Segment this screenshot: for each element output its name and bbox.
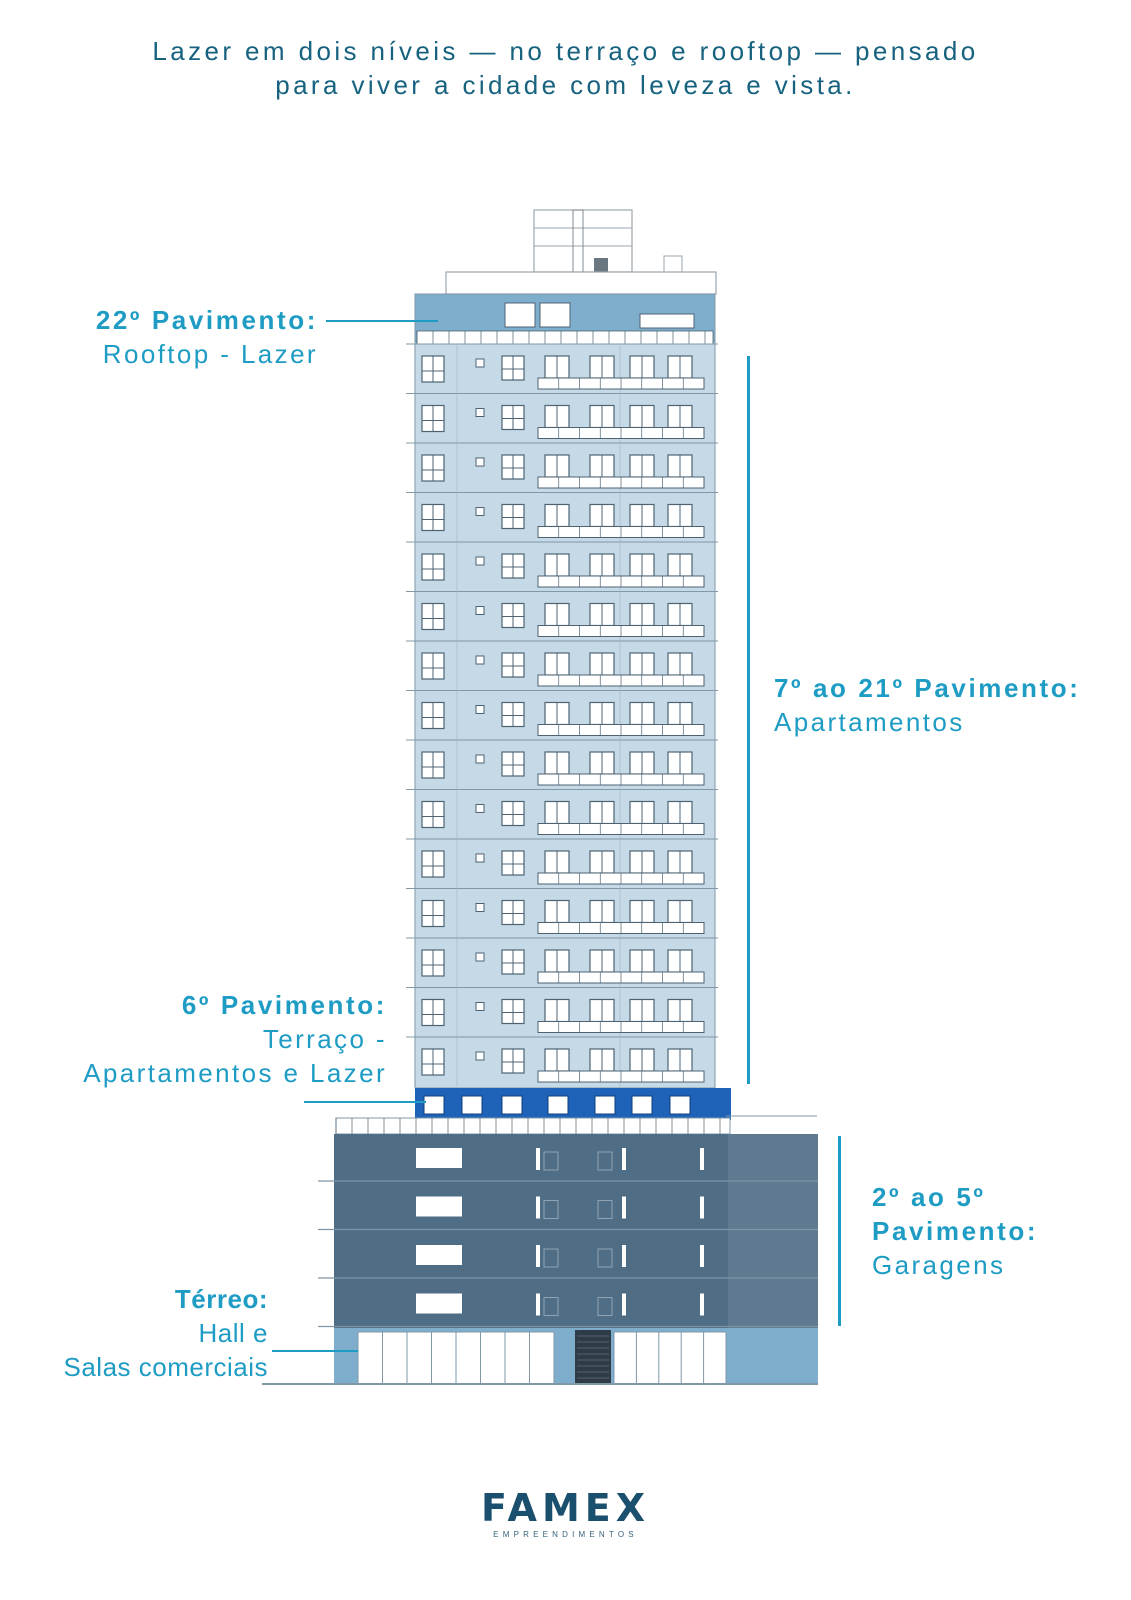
vent	[476, 953, 484, 961]
terrace-window	[462, 1096, 482, 1114]
vent-grille	[594, 258, 608, 272]
vent	[476, 854, 484, 862]
garage-slit	[700, 1148, 704, 1170]
leader-terrace	[304, 1101, 426, 1103]
label-apartments-subtitle: Apartamentos	[774, 707, 965, 737]
garage-opening	[416, 1197, 462, 1217]
garage-slit	[536, 1148, 540, 1170]
label-rooftop-title: 22º Pavimento:	[95, 305, 318, 335]
terrace-window	[548, 1096, 568, 1114]
label-ground-subtitle-1: Hall e	[198, 1318, 268, 1348]
garage-slit	[700, 1245, 704, 1267]
label-apartments	[774, 671, 1081, 739]
label-apartments-title: 7º ao 21º Pavimento:	[774, 673, 1081, 703]
roof-parapet	[446, 272, 716, 294]
vent	[476, 706, 484, 714]
label-garages-title-2: Pavimento:	[872, 1216, 1039, 1246]
vent	[476, 458, 484, 466]
garage-slit	[622, 1197, 626, 1219]
garage-slit	[700, 1294, 704, 1316]
vent	[476, 904, 484, 912]
garage-slit	[622, 1294, 626, 1316]
vent	[476, 805, 484, 813]
brand-logo	[0, 1488, 1131, 1539]
label-terrace-subtitle-2: Apartamentos e Lazer	[83, 1058, 387, 1088]
vent	[476, 508, 484, 516]
terrace-window	[670, 1096, 690, 1114]
bracket-apartments	[747, 356, 750, 1084]
garage-opening	[416, 1294, 462, 1314]
label-terrace-title: 6º Pavimento:	[181, 990, 387, 1020]
brand-tagline: EMPREENDIMENTOS	[493, 1530, 638, 1539]
garage-slit	[536, 1245, 540, 1267]
terrace-parapet	[336, 1118, 730, 1134]
garage-slit	[536, 1294, 540, 1316]
brand-name: FAMEX	[480, 1486, 651, 1530]
label-terrace	[83, 988, 387, 1090]
vent	[476, 755, 484, 763]
rooftop-balustrade	[417, 331, 713, 344]
leader-rooftop	[326, 320, 438, 322]
terrace-window	[595, 1096, 615, 1114]
garage-opening	[416, 1148, 462, 1168]
label-terrace-subtitle-1: Terraço -	[262, 1024, 387, 1054]
entrance-door	[575, 1330, 611, 1384]
vent	[476, 656, 484, 664]
garage-slit	[700, 1197, 704, 1219]
garage-slit	[536, 1197, 540, 1219]
label-rooftop-subtitle: Rooftop - Lazer	[102, 339, 318, 369]
vent	[476, 409, 484, 417]
garage-slit	[622, 1148, 626, 1170]
vent	[476, 359, 484, 367]
vent	[476, 607, 484, 615]
intro-line-2: para viver a cidade com leveza e vista.	[275, 70, 856, 100]
label-rooftop	[96, 303, 318, 371]
label-ground-subtitle-2: Salas comerciais	[63, 1352, 268, 1382]
terrace-window	[424, 1096, 444, 1114]
vent	[476, 557, 484, 565]
label-ground	[63, 1282, 268, 1384]
terrace-window	[502, 1096, 522, 1114]
vent	[476, 1003, 484, 1011]
label-ground-title: Térreo:	[174, 1284, 268, 1314]
garage-slit	[622, 1245, 626, 1267]
label-garages-title-1: 2º ao 5º	[872, 1182, 986, 1212]
label-garages	[872, 1180, 1038, 1282]
bracket-garages	[838, 1136, 841, 1326]
label-garages-subtitle: Garagens	[872, 1250, 1006, 1280]
vent	[476, 1052, 484, 1060]
intro-line-1: Lazer em dois níveis — no terraço e rooftop — pensado	[152, 36, 979, 66]
garage-opening	[416, 1245, 462, 1265]
terrace-window	[632, 1096, 652, 1114]
leader-ground	[272, 1350, 358, 1352]
